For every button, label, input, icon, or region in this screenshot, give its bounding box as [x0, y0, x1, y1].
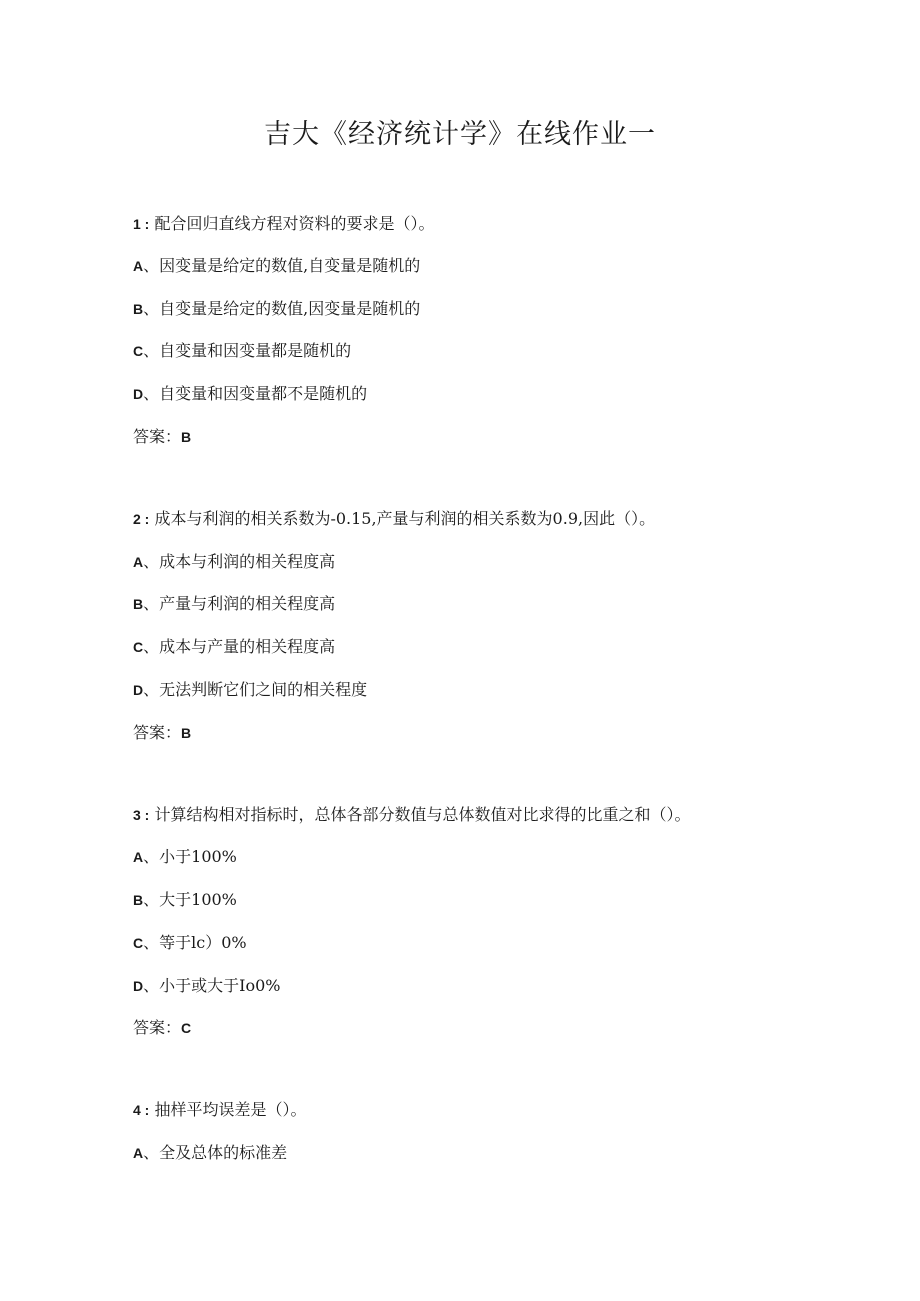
option-text: 自变量是给定的数值,因变量是随机的: [159, 299, 421, 318]
option-text: 因变量是给定的数值,自变量是随机的: [159, 256, 421, 275]
question-3-option-d: D、小于或大于Io0%: [133, 976, 281, 995]
question-1-stem: [133, 213, 434, 235]
answer-value: B: [181, 725, 192, 741]
option-label: D: [133, 386, 144, 402]
option-text: 小于或大于Io0%: [159, 976, 281, 995]
answer-value: B: [181, 429, 192, 445]
question-text: 成本与利润的相关系数为-0.15,产量与利润的相关系数为0.9,因此（）。: [154, 509, 656, 528]
option-label: A: [133, 258, 144, 274]
option-label: A: [133, 554, 144, 570]
option-label: B: [133, 596, 144, 612]
option-label: A: [133, 1145, 144, 1161]
option-label: D: [133, 978, 144, 994]
question-3-option-a: A、小于100%: [133, 847, 237, 866]
answer-prefix: 答案：: [133, 723, 182, 742]
option-label: C: [133, 935, 144, 951]
question-number: 3 :: [133, 807, 150, 823]
question-2-answer: [133, 722, 191, 744]
option-label: C: [133, 343, 144, 359]
question-1-option-d: D、自变量和因变量都不是随机的: [133, 384, 368, 403]
question-text: 计算结构相对指标时，总体各部分数值与总体数值对比求得的比重之和（）。: [154, 805, 691, 824]
question-text: 抽样平均误差是（）。: [154, 1100, 307, 1119]
option-label: B: [133, 892, 144, 908]
question-2-option-b: B、产量与利润的相关程度高: [133, 594, 336, 613]
option-text: 自变量和因变量都不是随机的: [159, 384, 368, 403]
question-1-option-c: C、自变量和因变量都是随机的: [133, 341, 352, 360]
question-2-option-c: C、成本与产量的相关程度高: [133, 637, 336, 656]
option-text: 自变量和因变量都是随机的: [159, 341, 352, 360]
answer-prefix: 答案：: [133, 1018, 182, 1037]
option-label: C: [133, 639, 144, 655]
answer-prefix: 答案：: [133, 427, 182, 446]
option-label: D: [133, 682, 144, 698]
question-1-option-b: B、自变量是给定的数值,因变量是随机的: [133, 299, 421, 318]
option-text: 大于100%: [159, 890, 237, 909]
question-2-stem: [133, 508, 655, 530]
option-text: 全及总体的标准差: [159, 1143, 288, 1162]
question-number: 4 :: [133, 1102, 150, 1118]
option-label: A: [133, 849, 144, 865]
question-number: 1 :: [133, 216, 150, 232]
question-3-answer: [133, 1017, 191, 1039]
question-3-stem: [133, 804, 690, 826]
question-4-stem: [133, 1099, 306, 1121]
question-3-option-c: C、等于lc）0%: [133, 933, 247, 952]
option-text: 小于100%: [159, 847, 237, 866]
option-text: 产量与利润的相关程度高: [159, 594, 336, 613]
question-1-answer: [133, 426, 191, 448]
question-4-option-a: A、全及总体的标准差: [133, 1143, 288, 1162]
option-text: 成本与产量的相关程度高: [159, 637, 336, 656]
question-1-option-a: A、因变量是给定的数值,自变量是随机的: [133, 256, 421, 275]
question-2-option-d: D、无法判断它们之间的相关程度: [133, 680, 368, 699]
question-number: 2 :: [133, 511, 150, 527]
question-2-option-a: A、成本与利润的相关程度高: [133, 552, 336, 571]
option-text: 成本与利润的相关程度高: [159, 552, 336, 571]
question-text: 配合回归直线方程对资料的要求是（）。: [154, 214, 435, 233]
option-text: 等于lc）0%: [159, 933, 247, 952]
document-title: 吉大《经济统计学》在线作业一: [264, 119, 656, 150]
option-label: B: [133, 301, 144, 317]
answer-value: C: [181, 1020, 192, 1036]
option-text: 无法判断它们之间的相关程度: [159, 680, 368, 699]
question-3-option-b: B、大于100%: [133, 890, 237, 909]
